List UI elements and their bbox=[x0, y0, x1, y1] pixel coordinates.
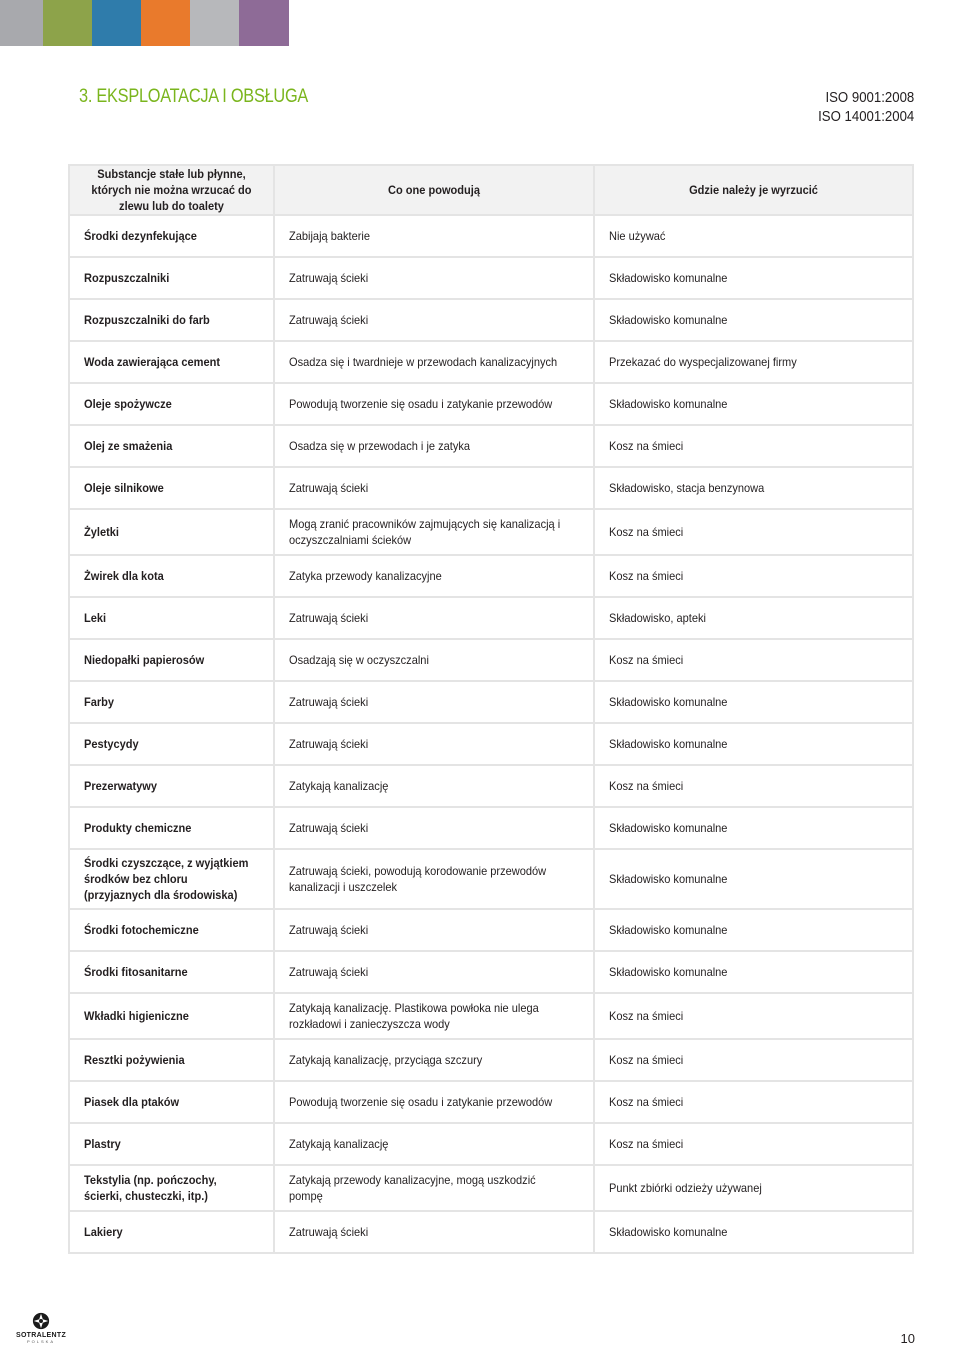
cell-effect-text: Zatruwają ścieki bbox=[289, 965, 369, 979]
column-header-disposal: Gdzie należy je wyrzucić bbox=[594, 165, 913, 215]
cell-substance bbox=[69, 1165, 274, 1211]
cell-substance bbox=[69, 909, 274, 951]
table-row bbox=[69, 993, 913, 1039]
cell-disposal-text: Składowisko komunalne bbox=[609, 695, 728, 709]
cell-substance-text: Tekstylia (np. pończochy, ścierki, chusteczki, itp.) bbox=[84, 1173, 217, 1203]
column-header-substance: Substancje stałe lub płynne, których nie można wrzucać do zlewu lub do toalety bbox=[69, 165, 274, 215]
cell-disposal-text: Składowisko, stacja benzynowa bbox=[609, 481, 765, 495]
color-block bbox=[43, 0, 92, 46]
cell-substance-text: Leki bbox=[84, 611, 107, 625]
cell-substance bbox=[69, 765, 274, 807]
cell-disposal-text: Nie używać bbox=[609, 229, 666, 243]
table-row bbox=[69, 1211, 913, 1253]
cell-disposal bbox=[594, 467, 913, 509]
cell-substance bbox=[69, 215, 274, 257]
cell-effect-text: Zatykają kanalizację, przyciąga szczury bbox=[289, 1053, 483, 1067]
table-row bbox=[69, 1165, 913, 1211]
company-logo bbox=[10, 1312, 72, 1344]
cell-effect-text: Zatyka przewody kanalizacyjne bbox=[289, 569, 442, 583]
cell-effect bbox=[274, 723, 594, 765]
table-row bbox=[69, 215, 913, 257]
cell-disposal bbox=[594, 765, 913, 807]
cell-substance bbox=[69, 723, 274, 765]
table-row bbox=[69, 383, 913, 425]
cell-substance bbox=[69, 1081, 274, 1123]
table-row bbox=[69, 425, 913, 467]
cell-effect bbox=[274, 341, 594, 383]
table-row bbox=[69, 1081, 913, 1123]
cell-disposal bbox=[594, 909, 913, 951]
cell-substance bbox=[69, 849, 274, 909]
table-row bbox=[69, 849, 913, 909]
cell-substance-text: Piasek dla ptaków bbox=[84, 1095, 180, 1109]
cell-effect-text: Zatykają kanalizację. Plastikowa powłoka nie ulega rozkładowi i zanieczyszcza wody bbox=[289, 1001, 539, 1031]
cell-substance-text: Oleje spożywcze bbox=[84, 397, 172, 411]
cell-disposal bbox=[594, 555, 913, 597]
table-row bbox=[69, 807, 913, 849]
cell-disposal bbox=[594, 951, 913, 993]
cell-effect-text: Zatruwają ścieki bbox=[289, 611, 369, 625]
cell-effect-text: Zatruwają ścieki bbox=[289, 923, 369, 937]
cell-disposal bbox=[594, 257, 913, 299]
cell-substance-text: Olej ze smażenia bbox=[84, 439, 173, 453]
cell-effect bbox=[274, 467, 594, 509]
cell-effect bbox=[274, 257, 594, 299]
cell-substance bbox=[69, 1123, 274, 1165]
cell-substance bbox=[69, 639, 274, 681]
cell-disposal-text: Składowisko komunalne bbox=[609, 872, 728, 886]
cell-effect-text: Zatruwają ścieki, powodują korodowanie przewodów kanalizacji i uszczelek bbox=[289, 864, 547, 894]
cell-substance-text: Farby bbox=[84, 695, 115, 709]
cell-substance bbox=[69, 257, 274, 299]
table-row bbox=[69, 681, 913, 723]
sotralentz-logo-icon bbox=[32, 1312, 50, 1330]
table-header-row bbox=[69, 165, 913, 215]
cell-disposal-text: Kosz na śmieci bbox=[609, 1095, 684, 1109]
cell-substance bbox=[69, 341, 274, 383]
cell-disposal-text: Składowisko komunalne bbox=[609, 1225, 728, 1239]
table-row bbox=[69, 341, 913, 383]
cell-substance bbox=[69, 383, 274, 425]
cell-substance-text: Żwirek dla kota bbox=[84, 569, 164, 583]
cell-substance bbox=[69, 467, 274, 509]
cell-disposal bbox=[594, 723, 913, 765]
cell-disposal-text: Składowisko komunalne bbox=[609, 821, 728, 835]
cell-disposal-text: Kosz na śmieci bbox=[609, 569, 684, 583]
cell-substance bbox=[69, 425, 274, 467]
cell-substance bbox=[69, 951, 274, 993]
cell-disposal-text: Kosz na śmieci bbox=[609, 1137, 684, 1151]
table-row bbox=[69, 257, 913, 299]
cell-effect bbox=[274, 681, 594, 723]
cell-effect bbox=[274, 765, 594, 807]
cell-disposal-text: Kosz na śmieci bbox=[609, 1009, 684, 1023]
cell-effect bbox=[274, 951, 594, 993]
cell-effect-text: Zatruwają ścieki bbox=[289, 313, 369, 327]
iso-line: ISO 14001:2004 bbox=[817, 108, 914, 125]
table-row bbox=[69, 509, 913, 555]
cell-substance bbox=[69, 555, 274, 597]
cell-effect bbox=[274, 807, 594, 849]
cell-disposal bbox=[594, 1039, 913, 1081]
cell-substance-text: Niedopałki papierosów bbox=[84, 653, 205, 667]
cell-effect-text: Zatykają kanalizację bbox=[289, 1137, 389, 1151]
cell-substance bbox=[69, 1211, 274, 1253]
cell-effect bbox=[274, 1081, 594, 1123]
cell-disposal-text: Składowisko, apteki bbox=[609, 611, 706, 625]
cell-effect bbox=[274, 1165, 594, 1211]
cell-substance-text: Woda zawierająca cement bbox=[84, 355, 221, 369]
page-number: 10 bbox=[900, 1331, 915, 1346]
cell-effect bbox=[274, 909, 594, 951]
cell-substance-text: Środki czyszczące, z wyjątkiem środków bez chloru (przyjaznych dla środowiska) bbox=[84, 856, 249, 902]
column-header-effect: Co one powodują bbox=[274, 165, 594, 215]
cell-substance-text: Produkty chemiczne bbox=[84, 821, 192, 835]
cell-disposal bbox=[594, 849, 913, 909]
color-block bbox=[92, 0, 141, 46]
cell-substance bbox=[69, 597, 274, 639]
cell-substance bbox=[69, 509, 274, 555]
cell-effect-text: Zabijają bakterie bbox=[289, 229, 371, 243]
cell-disposal-text: Składowisko komunalne bbox=[609, 923, 728, 937]
table-row bbox=[69, 597, 913, 639]
cell-substance-text: Prezerwatywy bbox=[84, 779, 158, 793]
cell-effect-text: Osadzają się w oczyszczalni bbox=[289, 653, 429, 667]
cell-effect bbox=[274, 993, 594, 1039]
cell-disposal-text: Składowisko komunalne bbox=[609, 737, 728, 751]
color-block bbox=[239, 0, 289, 46]
table-row bbox=[69, 639, 913, 681]
cell-effect-text: Powodują tworzenie się osadu i zatykanie przewodów bbox=[289, 1095, 553, 1109]
table-row bbox=[69, 467, 913, 509]
cell-disposal-text: Przekazać do wyspecjalizowanej firmy bbox=[609, 355, 797, 369]
table-row bbox=[69, 765, 913, 807]
color-block bbox=[0, 0, 43, 46]
cell-disposal bbox=[594, 383, 913, 425]
cell-disposal-text: Składowisko komunalne bbox=[609, 397, 728, 411]
cell-effect-text: Zatruwają ścieki bbox=[289, 737, 369, 751]
table-row bbox=[69, 909, 913, 951]
cell-disposal-text: Kosz na śmieci bbox=[609, 525, 684, 539]
cell-substance-text: Rozpuszczalniki bbox=[84, 271, 170, 285]
cell-effect-text: Zatruwają ścieki bbox=[289, 481, 369, 495]
cell-disposal-text: Składowisko komunalne bbox=[609, 313, 728, 327]
iso-line: ISO 9001:2008 bbox=[825, 89, 914, 106]
table-row bbox=[69, 723, 913, 765]
cell-substance-text: Lakiery bbox=[84, 1225, 123, 1239]
cell-disposal-text: Kosz na śmieci bbox=[609, 653, 684, 667]
table-row bbox=[69, 1039, 913, 1081]
logo-subtitle: POLSKA bbox=[26, 1339, 55, 1344]
cell-effect-text: Zatykają przewody kanalizacyjne, mogą uszkodzić pompę bbox=[289, 1173, 536, 1203]
cell-effect bbox=[274, 425, 594, 467]
cell-effect bbox=[274, 509, 594, 555]
cell-effect bbox=[274, 215, 594, 257]
cell-substance bbox=[69, 1039, 274, 1081]
cell-substance-text: Wkładki higieniczne bbox=[84, 1009, 189, 1023]
cell-disposal bbox=[594, 509, 913, 555]
cell-effect-text: Zatruwają ścieki bbox=[289, 1225, 369, 1239]
logo-name: SOTRALENTZ bbox=[15, 1332, 67, 1339]
iso-certifications bbox=[818, 88, 914, 126]
cell-disposal bbox=[594, 299, 913, 341]
color-block bbox=[190, 0, 239, 46]
cell-substance bbox=[69, 807, 274, 849]
cell-substance-text: Środki fitosanitarne bbox=[84, 965, 188, 979]
cell-disposal bbox=[594, 993, 913, 1039]
cell-effect-text: Zatykają kanalizację bbox=[289, 779, 389, 793]
table-row bbox=[69, 1123, 913, 1165]
cell-disposal bbox=[594, 341, 913, 383]
cell-substance-text: Plastry bbox=[84, 1137, 121, 1151]
cell-effect-text: Mogą zranić pracowników zajmujących się kanalizacją i oczyszczalniami ścieków bbox=[289, 517, 561, 547]
cell-effect bbox=[274, 597, 594, 639]
cell-disposal bbox=[594, 807, 913, 849]
cell-substance bbox=[69, 993, 274, 1039]
cell-substance-text: Resztki pożywienia bbox=[84, 1053, 185, 1067]
cell-substance-text: Środki dezynfekujące bbox=[84, 229, 197, 243]
cell-effect bbox=[274, 383, 594, 425]
cell-effect bbox=[274, 1211, 594, 1253]
cell-disposal bbox=[594, 639, 913, 681]
page-title: 3. EKSPLOATACJA I OBSŁUGA bbox=[79, 86, 309, 107]
table-row bbox=[69, 555, 913, 597]
cell-disposal-text: Składowisko komunalne bbox=[609, 271, 728, 285]
cell-effect-text: Zatruwają ścieki bbox=[289, 271, 369, 285]
cell-disposal bbox=[594, 681, 913, 723]
cell-effect-text: Powodują tworzenie się osadu i zatykanie przewodów bbox=[289, 397, 553, 411]
cell-disposal bbox=[594, 1165, 913, 1211]
cell-effect bbox=[274, 639, 594, 681]
cell-substance-text: Pestycydy bbox=[84, 737, 139, 751]
cell-effect bbox=[274, 299, 594, 341]
cell-disposal bbox=[594, 425, 913, 467]
cell-effect bbox=[274, 1123, 594, 1165]
table-row bbox=[69, 299, 913, 341]
table-row bbox=[69, 951, 913, 993]
cell-substance bbox=[69, 681, 274, 723]
cell-disposal-text: Kosz na śmieci bbox=[609, 439, 684, 453]
cell-effect bbox=[274, 849, 594, 909]
cell-effect bbox=[274, 1039, 594, 1081]
cell-disposal-text: Składowisko komunalne bbox=[609, 965, 728, 979]
cell-substance-text: Oleje silnikowe bbox=[84, 481, 164, 495]
cell-substance-text: Żyletki bbox=[84, 525, 119, 539]
cell-effect-text: Osadza się i twardnieje w przewodach kanalizacyjnych bbox=[289, 355, 558, 369]
cell-disposal bbox=[594, 1081, 913, 1123]
color-block bbox=[141, 0, 190, 46]
header-color-bar bbox=[0, 0, 289, 46]
cell-disposal bbox=[594, 215, 913, 257]
cell-effect-text: Osadza się w przewodach i je zatyka bbox=[289, 439, 471, 453]
cell-substance-text: Rozpuszczalniki do farb bbox=[84, 313, 210, 327]
disposal-table bbox=[68, 164, 914, 1254]
cell-disposal bbox=[594, 597, 913, 639]
cell-effect-text: Zatruwają ścieki bbox=[289, 821, 369, 835]
cell-disposal-text: Kosz na śmieci bbox=[609, 1053, 684, 1067]
cell-disposal bbox=[594, 1123, 913, 1165]
table-body bbox=[69, 215, 913, 1253]
cell-substance-text: Środki fotochemiczne bbox=[84, 923, 199, 937]
cell-disposal bbox=[594, 1211, 913, 1253]
cell-effect bbox=[274, 555, 594, 597]
cell-disposal-text: Kosz na śmieci bbox=[609, 779, 684, 793]
cell-effect-text: Zatruwają ścieki bbox=[289, 695, 369, 709]
cell-disposal-text: Punkt zbiórki odzieży używanej bbox=[609, 1181, 762, 1195]
cell-substance bbox=[69, 299, 274, 341]
